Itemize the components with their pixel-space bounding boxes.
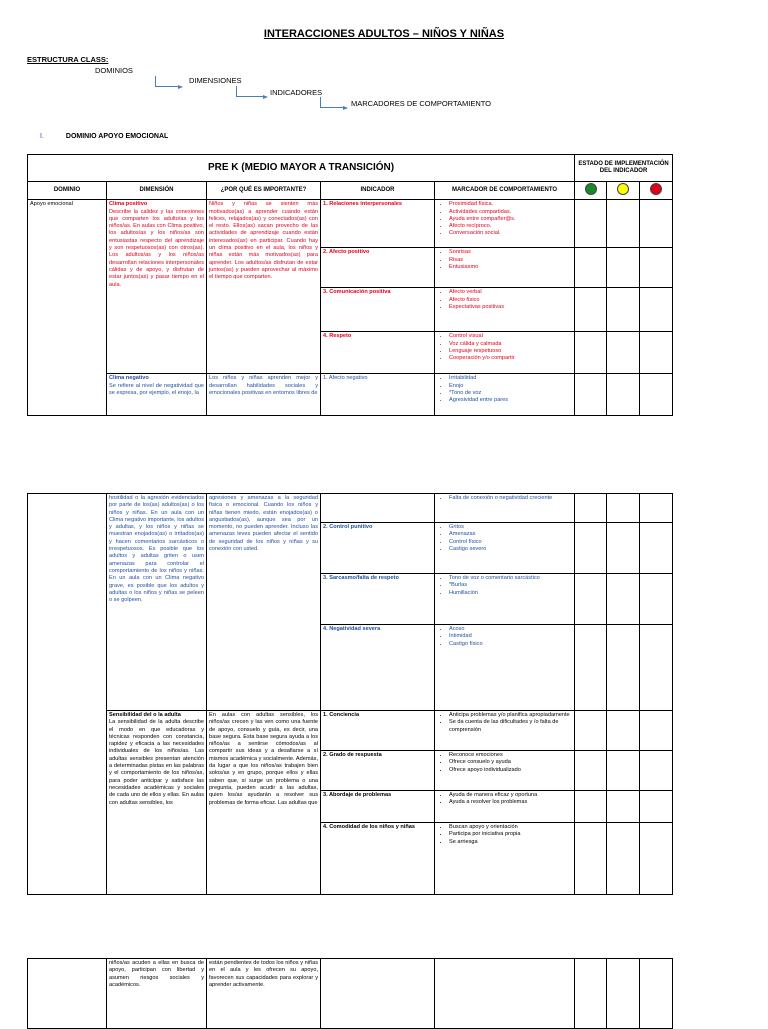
status-cell[interactable]	[640, 288, 673, 332]
markers-abordaje	[435, 791, 575, 823]
status-cell[interactable]	[607, 959, 640, 1029]
dimension-sensibilidad	[107, 711, 207, 895]
marker-item: • Intimidad	[449, 633, 572, 640]
marker-item: • Conversación social.	[449, 230, 572, 237]
marker-item: • Risas	[449, 257, 572, 264]
indicator-grado-respuesta: 2. Grado de respuesta	[321, 751, 435, 791]
estado-header: ESTADO DE IMPLEMENTACIÓN DEL INDICADOR	[575, 155, 673, 182]
dimension-sensibilidad-cont: niños/as acuden a ellas en busca de apoyo, participan con libertad y asumen riesgos sociales y académicos.	[107, 959, 207, 1029]
structure-level-dimensiones: DIMENSIONES	[189, 76, 242, 85]
status-cell[interactable]	[575, 751, 607, 791]
indicator-abordaje: 3. Abordaje de problemas	[321, 791, 435, 823]
status-cell[interactable]	[607, 523, 640, 574]
marker-item: • Reconoce emociones	[449, 752, 572, 759]
markers-respeto	[435, 332, 575, 374]
marker-item: • Irritabilidad	[449, 375, 572, 382]
dimension-clima-negativo-cont: hostilidad o la agresión evidenciados por parte de los(as) adultos(as) o los niños y niñas. En un aula con un Clima negativo importante, los adultos y adultas, y los niños y niñas se muestran enojados(as) o irritados(as) y hacen comentarios sarcásticos o irrespetuosos. Es posible que los adultos y adultas griten o usen amenazas para controlar el comportamiento de los niños y niñas. En un aula con un Clima negativo grave, es posible que los adultos y adultas o los niños y niñas se peleen o se golpeen.	[107, 494, 207, 711]
marker-item: • Entusiasmo	[449, 264, 572, 271]
marker-item: • Voz cálida y calmada	[449, 341, 572, 348]
indicator-respeto: 4. Respeto	[321, 332, 435, 374]
status-cell[interactable]	[575, 959, 607, 1029]
status-cell[interactable]	[640, 751, 673, 791]
status-cell[interactable]	[607, 791, 640, 823]
marker-item: • Gritos	[449, 524, 572, 531]
dimension-description: Se refiere al nivel de negatividad que se expresa, por ejemplo, el enojo, la	[109, 382, 204, 396]
why-sensibilidad: En aulas con adultas sensibles, los niños/as crecen y las ven como una fuente de apoyo, consuelo y guía, es decir, una base segura. Esta base segura ayuda a los niños/as a sentirse cómodos/as al compartir sus ideas y a desafiarse a sí mismos académica y socialmente. Además, da lugar a que los niños/as trabajen bien solos/as y en grupo, porque ellos y ellas saben que, si surge un problema o una pregunta, pueden acudir a las adultas, quien los/as ayudarán a resolver sus problemas de forma eficaz. Las adultas que	[207, 711, 321, 895]
structure-level-dominios: DOMINIOS	[95, 66, 133, 75]
markers-continuation	[435, 494, 575, 523]
light-green-cell	[575, 182, 607, 200]
indicator-comodidad: 4. Comodidad de los niños y niñas	[321, 823, 435, 895]
light-red-cell	[640, 182, 673, 200]
status-cell[interactable]	[575, 332, 607, 374]
marker-item: • Participa por iniciativa propia	[449, 831, 572, 838]
col-dominio: DOMINIO	[28, 182, 107, 200]
marker-item: • Ofrece consuelo y ayuda	[449, 759, 572, 766]
markers-relaciones	[435, 200, 575, 248]
status-cell[interactable]	[575, 791, 607, 823]
status-cell[interactable]	[640, 625, 673, 711]
structure-arrow-1	[155, 76, 178, 87]
class-table-page-1	[27, 154, 673, 416]
status-cell[interactable]	[640, 200, 673, 248]
status-cell[interactable]	[575, 248, 607, 288]
status-cell[interactable]	[640, 374, 673, 416]
status-cell[interactable]	[607, 751, 640, 791]
markers-sarcasmo	[435, 574, 575, 625]
markers-afecto-positivo	[435, 248, 575, 288]
marker-item: • *Tono de voz	[449, 390, 572, 397]
marker-item: • Ayuda entre compañer@s.	[449, 216, 572, 223]
markers-negatividad-severa	[435, 625, 575, 711]
indicator-comunicacion: 3. Comunicación positiva	[321, 288, 435, 332]
marker-item: • Lenguaje respetuoso	[449, 348, 572, 355]
marker-item: • Anticipa problemas y/o planifica apropiadamente	[449, 712, 572, 719]
marker-item: • Proximidad física.	[449, 201, 572, 208]
status-cell[interactable]	[607, 823, 640, 895]
why-clima-negativo-cont: agresiones y amenazas a la seguridad física o emocional. Cuando los niños y niñas tienen miedo, están enojados(as) o angustiados(as), aunque sea por un momento, no pueden aprender. Incluso las amenazas leves pueden afectar el sentido de seguridad de los niños y niñas y su conexión con usted.	[207, 494, 321, 711]
class-table-page-2	[27, 493, 673, 895]
red-light-icon	[650, 183, 662, 195]
status-cell[interactable]	[640, 332, 673, 374]
status-cell[interactable]	[607, 374, 640, 416]
markers-conciencia	[435, 711, 575, 751]
structure-level-marcadores: MARCADORES DE COMPORTAMIENTO	[351, 99, 492, 108]
col-indicador: INDICADOR	[321, 182, 435, 200]
marker-item: • Amenazas	[449, 531, 572, 538]
domain-section-number: I.	[40, 133, 44, 140]
indicator-empty	[321, 959, 435, 1029]
status-cell[interactable]	[575, 200, 607, 248]
dimension-clima-negativo	[107, 374, 207, 416]
status-cell[interactable]	[607, 248, 640, 288]
status-cell[interactable]	[575, 574, 607, 625]
col-dimension: DIMENSIÓN	[107, 182, 207, 200]
marker-item: • Falta de conexión o negatividad creciente	[449, 495, 572, 502]
dimension-description: Describe la calidez y las conexiones que comparten los adulto/as y los niños/as. En aulas con Clima positivo, los adultos/as y los niños/as son entusiastas respecto del aprendizaje y son respetuosos(as) con otros(as). Los adultos/as y los niños/as desarrollan relaciones interpersonales cálidas y de apoyo, y disfrutan de estar juntos(as) y pasar tiempo en el aula.	[109, 208, 204, 288]
markers-grado-respuesta	[435, 751, 575, 791]
class-table-page-3	[27, 958, 673, 1029]
why-sensibilidad-cont: están pendientes de todos los niños y niñas en el aula y les ofrecen su apoyo, favorecen sus capacidades para explorar y aprender activamente.	[207, 959, 321, 1029]
markers-comunicacion	[435, 288, 575, 332]
dimension-clima-positivo	[107, 200, 207, 374]
markers-afecto-negativo	[435, 374, 575, 416]
dimension-description: La sensibilidad de la adulta describe el modo en que educadoras y técnicas responden con constancia, rapidez y eficacia a las necesidades individuales de los niños/as. Las adultas sensibles presentan atención a determinadas pistas en las palabras y el comportamiento de los niños/as, para poder anticipar y satisface las necesidades académicas y sociales de cada uno de ellos y ellas. En aulas con adultas sensibles, los	[109, 719, 204, 806]
table-title: PRE K (MEDIO MAYOR A TRANSICIÓN)	[28, 155, 575, 182]
green-light-icon	[585, 183, 597, 195]
marker-item: • *Burlas	[449, 582, 572, 589]
structure-label: ESTRUCTURA CLASS:	[27, 55, 109, 64]
structure-arrow-3	[320, 97, 343, 108]
status-cell[interactable]	[640, 959, 673, 1029]
dimension-title: Clima negativo	[109, 375, 149, 382]
marker-item: • Control visual	[449, 333, 572, 340]
status-cell[interactable]	[575, 494, 607, 523]
status-cell[interactable]	[575, 523, 607, 574]
marker-item: • Expectativas positivas	[449, 304, 572, 311]
status-cell[interactable]	[575, 625, 607, 711]
marker-item: • Agresividad entre pares	[449, 397, 572, 404]
indicator-relaciones: 1. Relaciones interpersonales	[321, 200, 435, 248]
indicator-afecto-negativo: 1. Afecto negativo	[321, 374, 435, 416]
marker-item: • Enojo	[449, 383, 572, 390]
indicator-control-punitivo: 2. Control punitivo	[321, 523, 435, 574]
marker-item: • Humillación	[449, 590, 572, 597]
status-cell[interactable]	[640, 711, 673, 751]
status-cell[interactable]	[575, 288, 607, 332]
indicator-negatividad-severa: 4. Negatividad severa	[321, 625, 435, 711]
indicator-empty	[321, 494, 435, 523]
marker-item: • Control físico	[449, 539, 572, 546]
status-cell[interactable]	[640, 574, 673, 625]
marker-item: • Ayuda de manera eficaz y oportuna	[449, 792, 572, 799]
status-cell[interactable]	[607, 200, 640, 248]
domain-cell: Apoyo emocional	[28, 200, 107, 416]
marker-item: • Tono de voz o comentario sarcástico	[449, 575, 572, 582]
dimension-title: Clima positivo	[109, 201, 148, 208]
status-cell[interactable]	[640, 823, 673, 895]
domain-cell	[28, 959, 107, 1029]
structure-arrow-2	[236, 86, 263, 97]
marker-item: • Castigo físico	[449, 641, 572, 648]
indicator-afecto-positivo: 2. Afecto positivo	[321, 248, 435, 288]
status-cell[interactable]	[607, 625, 640, 711]
marker-item: • Ayuda a resolver los problemas	[449, 799, 572, 806]
marker-item: • Actividades compartidas.	[449, 209, 572, 216]
structure-level-indicadores: INDICADORES	[270, 88, 323, 97]
markers-control-punitivo	[435, 523, 575, 574]
marker-item: • Ofrece apoyo individualizado	[449, 767, 572, 774]
status-cell[interactable]	[640, 791, 673, 823]
status-cell[interactable]	[607, 332, 640, 374]
marker-item: • Cooperación y/o compartir	[449, 355, 572, 362]
domain-section-heading	[40, 133, 168, 140]
status-cell[interactable]	[607, 494, 640, 523]
status-cell[interactable]	[607, 574, 640, 625]
status-cell[interactable]	[575, 711, 607, 751]
why-clima-negativo: Los niños y niñas aprenden mejor y desarrollan habilidades sociales y emocionales positivas en entornos libres de	[207, 374, 321, 416]
domain-section-title: DOMINIO APOYO EMOCIONAL	[65, 133, 169, 140]
indicator-conciencia: 1. Conciencia	[321, 711, 435, 751]
marker-item: • Buscan apoyo y orientación	[449, 824, 572, 831]
status-cell[interactable]	[640, 523, 673, 574]
marker-item: • Afecto verbal	[449, 289, 572, 296]
document-title: INTERACCIONES ADULTOS – NIÑOS Y NIÑAS	[263, 28, 505, 40]
domain-cell	[28, 494, 107, 895]
marker-item: • Afecto físico	[449, 297, 572, 304]
marker-item: • Se arriesga	[449, 839, 572, 846]
light-yellow-cell	[607, 182, 640, 200]
marker-item: • Afecto recíproco.	[449, 223, 572, 230]
status-cell[interactable]	[607, 288, 640, 332]
marker-item: • Se da cuenta de las dificultades y /o falta de comprensión	[449, 719, 572, 734]
status-cell[interactable]	[640, 494, 673, 523]
why-clima-positivo: Niños y niñas se sienten más motivados(as) a aprender cuando están felices, relajados(as) y conectados(as) con el resto. Ellos(as) sacan provecho de las actividades de aprendizaje cuando están interesados(as) en participar. Cuando hay un clima positivo en el aula, los niños y niñas están más motivados(as) para aprender. Los adultos/as disfrutan de estar juntos(as) y pueden aprovechar al máximo el tiempo que comparten.	[207, 200, 321, 374]
status-cell[interactable]	[575, 823, 607, 895]
status-cell[interactable]	[607, 711, 640, 751]
marker-item: • Castigo severo	[449, 546, 572, 553]
dimension-title: Sensibilidad del o la adulta	[109, 712, 181, 718]
markers-empty	[435, 959, 575, 1029]
indicator-sarcasmo: 3. Sarcasmo/falta de respeto	[321, 574, 435, 625]
col-marcador: MARCADOR DE COMPORTAMIENTO	[435, 182, 575, 200]
yellow-light-icon	[617, 183, 629, 195]
status-cell[interactable]	[640, 248, 673, 288]
marker-item: • Sonrisas	[449, 249, 572, 256]
markers-comodidad	[435, 823, 575, 895]
marker-item: • Acoso	[449, 626, 572, 633]
col-por-que: ¿POR QUÉ ES IMPORTANTE?	[207, 182, 321, 200]
status-cell[interactable]	[575, 374, 607, 416]
